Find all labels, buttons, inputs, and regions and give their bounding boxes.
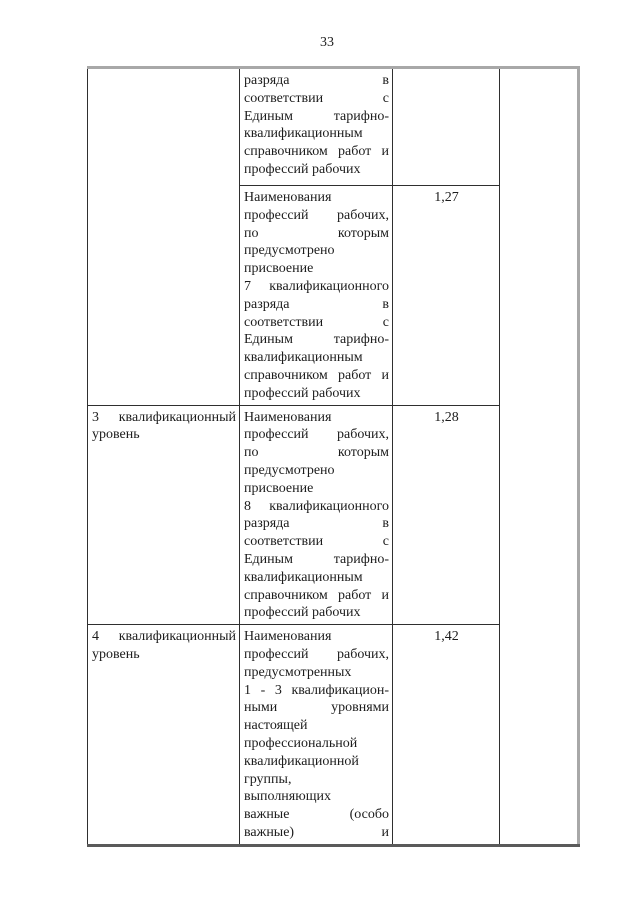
text-line: по которым xyxy=(244,445,389,461)
text-line: уровень xyxy=(92,646,140,662)
text-line: Единым тарифно- xyxy=(244,108,389,124)
text-line: Наименования xyxy=(244,190,332,205)
coefficient-cell xyxy=(393,625,500,846)
qualification-levels-table xyxy=(87,66,580,847)
text-line: квалификационным xyxy=(244,350,363,366)
text-line: квалификационным xyxy=(244,126,363,142)
coefficient-value: 1,27 xyxy=(434,190,459,205)
text-line: предусмотрено xyxy=(244,243,335,259)
table-row-continued xyxy=(88,68,579,186)
description-cell-level-3 xyxy=(240,405,393,625)
text-line: профессий рабочих, xyxy=(244,427,389,443)
level-cell-continued-empty xyxy=(88,68,240,406)
coefficient-cell xyxy=(393,405,500,625)
level-lines xyxy=(92,628,236,664)
text-line: выполняющих xyxy=(244,789,331,805)
text-line: 7 квалификационного xyxy=(244,278,389,294)
description-lines xyxy=(244,409,389,623)
text-line: присвоение xyxy=(244,261,314,277)
text-line: Единым тарифно- xyxy=(244,332,389,348)
text-line: разряда в xyxy=(244,73,389,88)
text-line: справочником работ и xyxy=(244,367,389,383)
text-line: справочником работ и xyxy=(244,144,389,160)
text-line: 3 квалификационный xyxy=(92,409,236,425)
text-line: разряда в xyxy=(244,516,389,532)
empty-right-column-cell xyxy=(500,68,579,846)
text-line: предусмотрено xyxy=(244,462,335,478)
text-line: квалификационным xyxy=(244,569,363,585)
text-line: группы, xyxy=(244,771,292,787)
coefficient-cell xyxy=(393,186,500,406)
text-line: профессий рабочих xyxy=(244,605,361,621)
text-line: присвоение xyxy=(244,480,314,496)
text-line: Наименования xyxy=(244,409,332,425)
description-lines xyxy=(244,189,389,403)
level-lines xyxy=(92,409,236,445)
text-line: 4 квалификационный xyxy=(92,629,236,645)
text-line: соответствии с xyxy=(244,90,389,106)
text-line: настоящей xyxy=(244,718,308,734)
text-line: квалификационной xyxy=(244,753,359,769)
text-line: уровень xyxy=(92,427,140,443)
text-line: важные (особо xyxy=(244,807,389,823)
text-line: важные) и xyxy=(244,824,389,840)
level-cell-4 xyxy=(88,625,240,846)
text-line: профессиональной xyxy=(244,735,358,751)
text-line: ными уровнями xyxy=(244,700,389,716)
text-line: соответствии с xyxy=(244,534,389,550)
page-number: 33 xyxy=(320,35,334,50)
level-cell-3 xyxy=(88,405,240,625)
text-line: 8 квалификационного xyxy=(244,498,389,514)
text-line: профессий рабочих, xyxy=(244,646,389,662)
text-line: справочником работ и xyxy=(244,587,389,603)
text-line: профессий рабочих xyxy=(244,161,361,177)
text-line: Единым тарифно- xyxy=(244,551,389,567)
description-cell-grade-7 xyxy=(240,186,393,406)
coefficient-cell-empty xyxy=(393,68,500,186)
text-line: профессий рабочих, xyxy=(244,207,389,223)
coefficient-value: 1,42 xyxy=(434,629,459,645)
text-line: разряда в xyxy=(244,296,389,312)
description-cell-continued xyxy=(240,68,393,186)
text-line: профессий рабочих xyxy=(244,385,361,401)
description-cell-level-4 xyxy=(240,625,393,846)
text-line: по которым xyxy=(244,225,389,241)
text-line: Наименования xyxy=(244,629,332,645)
text-line: соответствии с xyxy=(244,314,389,330)
coefficient-value: 1,28 xyxy=(434,409,459,425)
text-line: 1 - 3 квалификацион- xyxy=(244,682,389,698)
description-lines xyxy=(244,72,389,179)
text-line: предусмотренных xyxy=(244,664,352,680)
description-lines xyxy=(244,628,389,842)
